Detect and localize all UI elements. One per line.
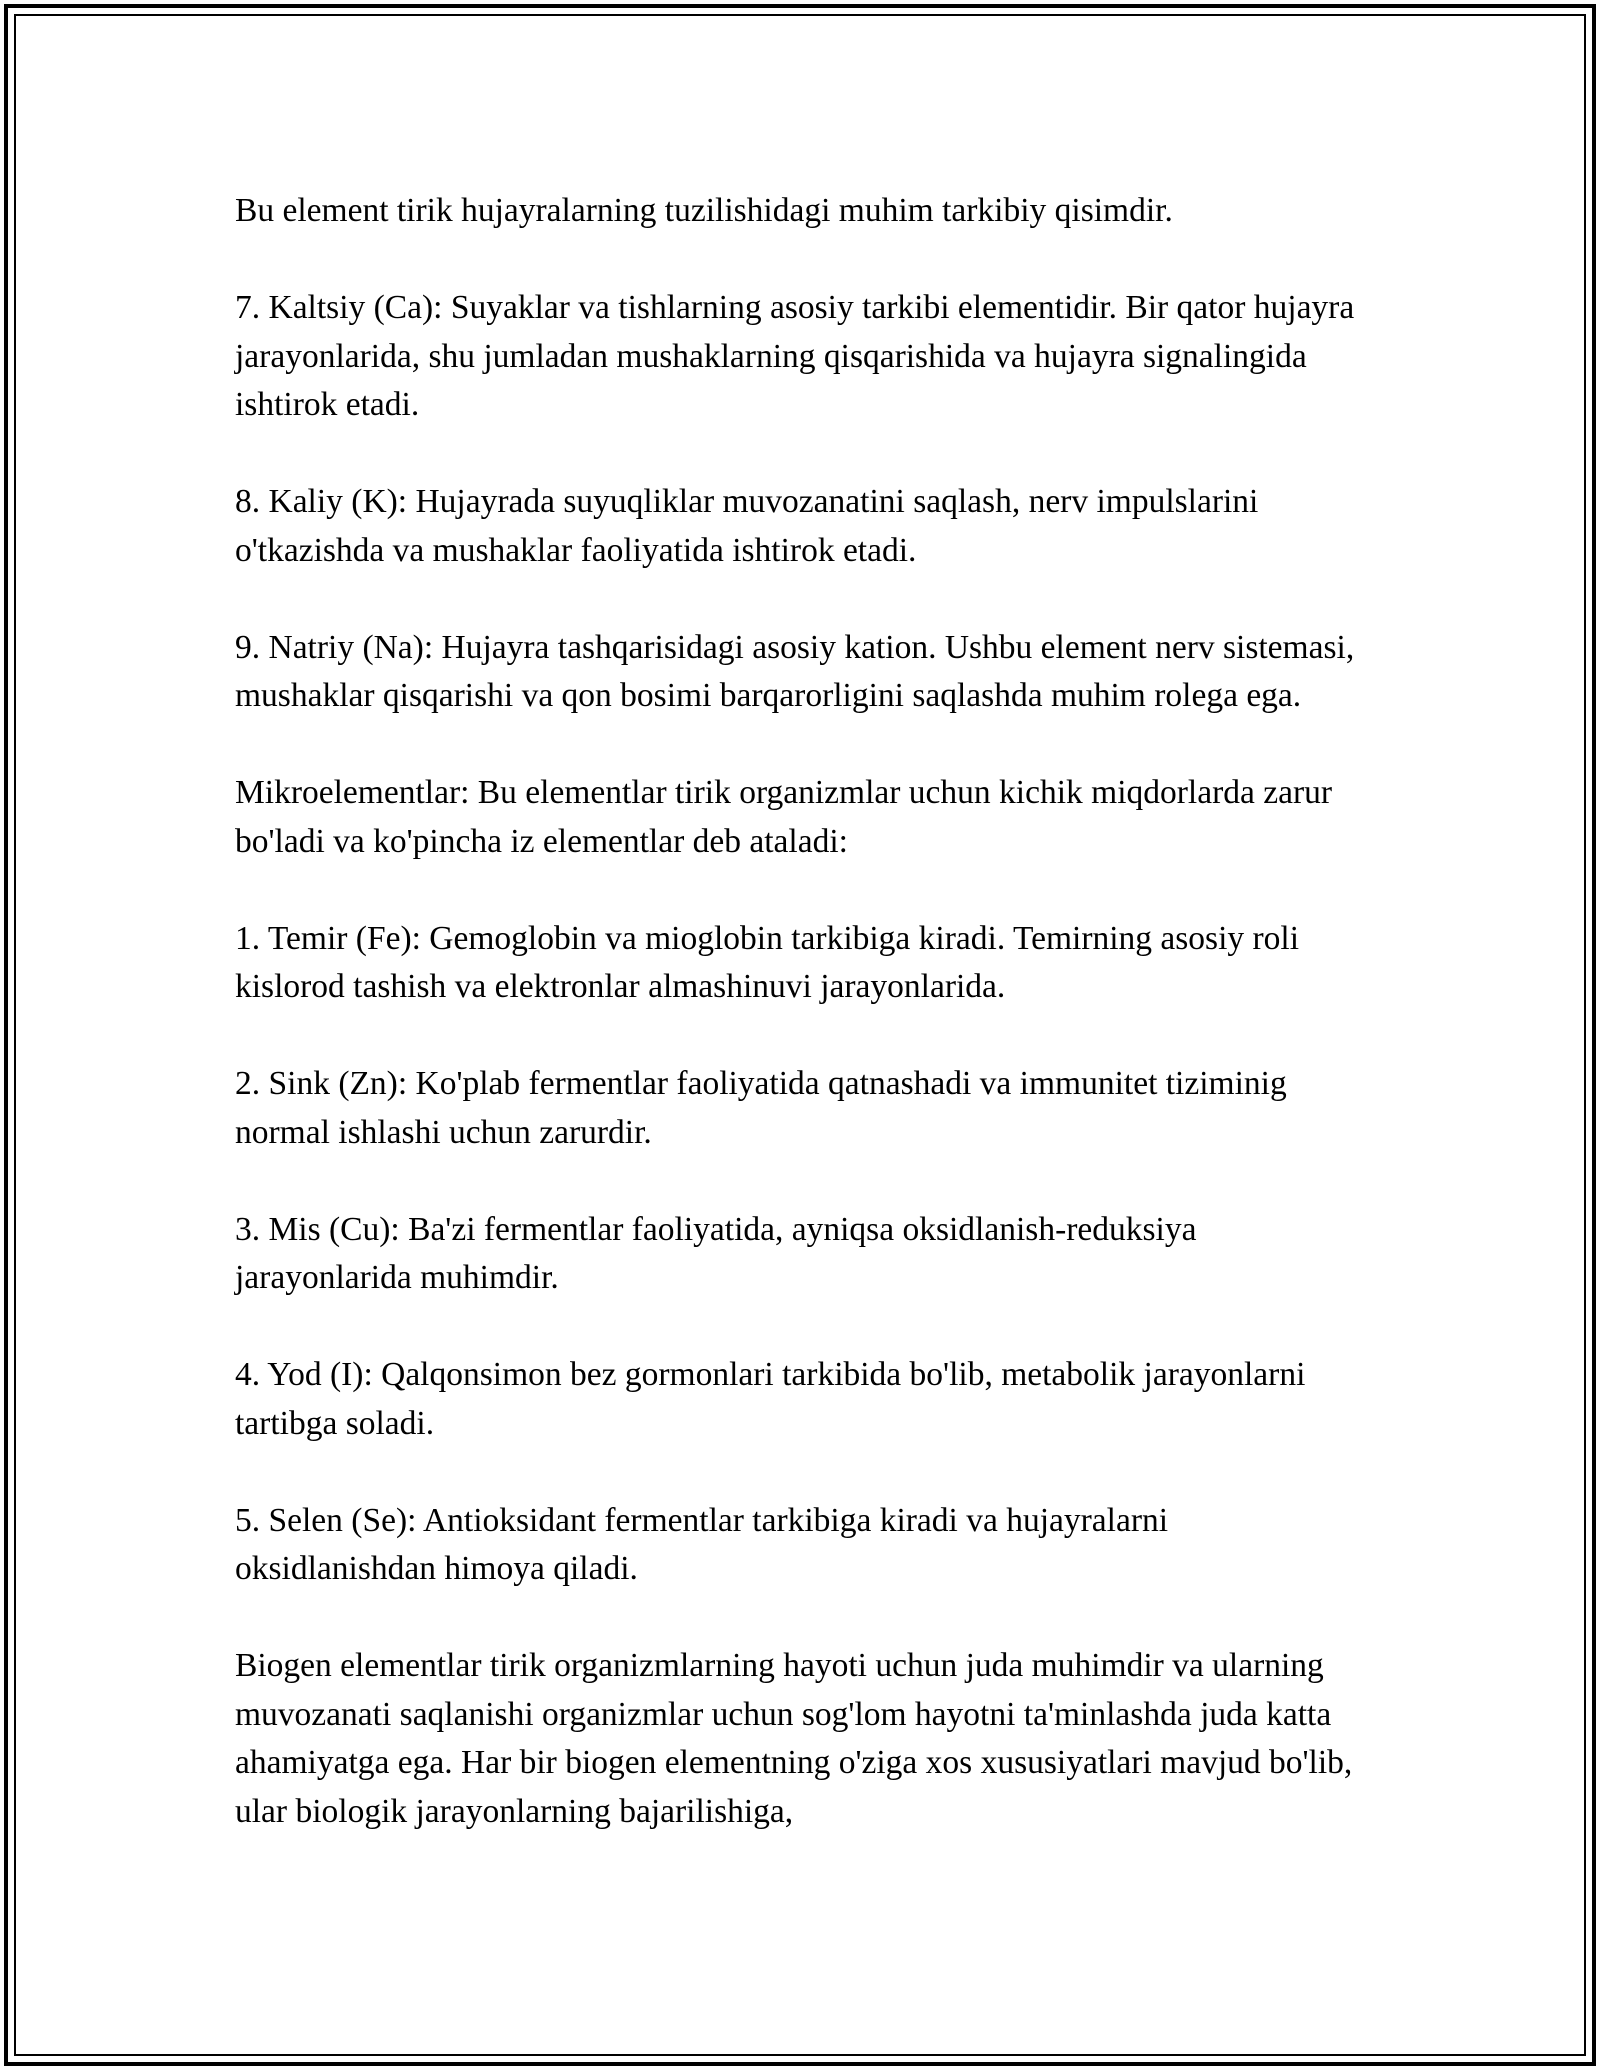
paragraph-yod: 4. Yod (I): Qalqonsimon bez gormonlari tarkibida bo'lib, metabolik jarayonlarni tartibga soladi. xyxy=(235,1356,1306,1442)
paragraph-temir: 1. Temir (Fe): Gemoglobin va mioglobin tarkibiga kiradi. Temirning asosiy roli kislorod tashish va elektronlar almashinuvi jarayonlarida. xyxy=(235,919,1300,1005)
paragraph-mis: 3. Mis (Cu): Ba'zi fermentlar faoliyatida, ayniqsa oksidlanish-reduksiya jarayonlarida muhimdir. xyxy=(235,1210,1197,1296)
paragraph-biogen-conclusion: Biogen elementlar tirik organizmlarning hayoti uchun juda muhimdir va ularning muvozanati saqlanishi organizmlar uchun sog'lom hayotni ta'minlashda juda katta ahamiyatga ega. Har bir biogen elementning o'ziga xos xususiyatlari mavjud bo'lib, ular biologik jarayonlarning bajarilishiga, xyxy=(235,1647,1353,1830)
document-body xyxy=(235,187,1375,1836)
paragraph-kaliy: 8. Kaliy (K): Hujayrada suyuqliklar muvozanatini saqlash, nerv impulslarini o'tkazishda va mushaklar faoliyatida ishtirok etadi. xyxy=(235,483,1259,569)
paragraph-intro: Bu element tirik hujayralarning tuzilishidagi muhim tarkibiy qisimdir. xyxy=(235,192,1173,229)
paragraph-mikroelementlar: Mikroelementlar: Bu elementlar tirik organizmlar uchun kichik miqdorlarda zarur bo'ladi va ko'pincha iz elementlar deb ataladi: xyxy=(235,774,1333,860)
paragraph-sink: 2. Sink (Zn): Ko'plab fermentlar faoliyatida qatnashadi va immunitet tiziminig normal ishlashi uchun zarurdir. xyxy=(235,1065,1287,1151)
paragraph-selen: 5. Selen (Se): Antioksidant fermentlar tarkibiga kiradi va hujayralarni oksidlanishdan himoya qiladi. xyxy=(235,1501,1169,1587)
paragraph-kaltsiy: 7. Kaltsiy (Ca): Suyaklar va tishlarning asosiy tarkibi elementidir. Bir qator hujayra jarayonlarida, shu jumladan mushaklarning qisqarishida va hujayra signalingida ishtirok etadi. xyxy=(235,289,1355,423)
paragraph-natriy: 9. Natriy (Na): Hujayra tashqarisidagi asosiy kation. Ushbu element nerv sistemasi, mushaklar qisqarishi va qon bosimi barqarorligini saqlashda muhim rolega ega. xyxy=(235,628,1355,714)
